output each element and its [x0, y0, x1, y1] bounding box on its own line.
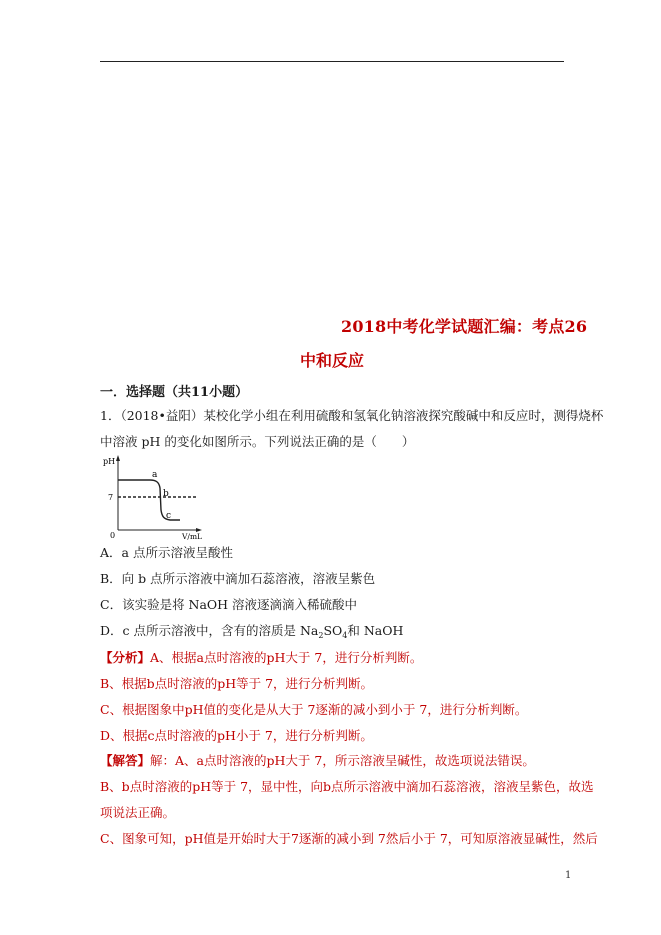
page-number: 1 [565, 870, 572, 881]
ph7-tick-label: 7 [108, 493, 114, 502]
answer-line-4: C、图象可知，pH值是开始时大于7逐渐的减小到 7然后小于 7，可知原溶液显碱性，然后 [100, 831, 598, 846]
option-c: C．该实验是将 NaOH 溶液逐滴滴入稀硫酸中 [100, 597, 358, 612]
option-a: A．a 点所示溶液呈酸性 [100, 545, 233, 560]
answer-text-1: 解：A、a点时溶液的pH大于 7，所示溶液呈碱性，故选项说法错误。 [150, 753, 535, 768]
document-subtitle: 中和反应 [300, 351, 365, 370]
option-b: B．向 b 点所示溶液中滴加石蕊溶液，溶液呈紫色 [100, 571, 376, 586]
analysis-line-2: B、根据b点时溶液的pH等于 7，进行分析判断。 [100, 676, 374, 691]
answer-line-1 [100, 753, 535, 769]
ph-curve-figure [100, 452, 205, 540]
question-stem-line-1: 1．（2018•益阳）某校化学小组在利用硫酸和氢氧化钠溶液探究酸碱中和反应时，测得烧杯 [100, 408, 604, 423]
analysis-line-3: C、根据图象中pH值的变化是从大于 7逐渐的减小到小于 7，进行分析判断。 [100, 702, 528, 717]
origin-label: 0 [110, 531, 116, 540]
answer-tag: 【解答】 [100, 753, 151, 768]
analysis-line-4: D、根据c点时溶液的pH小于 7，进行分析判断。 [100, 728, 373, 743]
option-d-subscript-4: 4 [342, 631, 348, 640]
y-axis-label: pH [103, 457, 116, 466]
question-stem-line-2: 中溶液 pH 的变化如图所示。下列说法正确的是（ ） [100, 434, 415, 449]
analysis-line-1 [100, 650, 422, 666]
answer-line-2: B、b点时溶液的pH等于 7，显中性，向b点所示溶液中滴加石蕊溶液，溶液呈紫色，故选 [100, 779, 594, 794]
x-axis-label: V/mL [182, 532, 203, 540]
option-d-prefix: D．c 点所示溶液中，含有的溶质是 Na [100, 623, 319, 638]
option-d-suffix: 和 NaOH [347, 623, 404, 638]
option-d [100, 623, 403, 644]
y-axis-arrow [116, 455, 120, 461]
section-heading: 一．选择题（共11小题） [100, 385, 249, 400]
answer-line-3: 项说法正确。 [100, 805, 176, 820]
option-d-formula: SO [323, 623, 343, 638]
analysis-tag: 【分析】 [100, 650, 151, 665]
analysis-text-1: A、根据a点时溶液的pH大于 7，进行分析判断。 [150, 650, 423, 665]
point-a-label: a [152, 470, 158, 480]
header-rule [100, 61, 564, 62]
point-b-label: b [163, 489, 169, 499]
document-title: 2018中考化学试题汇编：考点26 [341, 317, 588, 336]
option-d-subscript-2: 2 [318, 631, 324, 640]
point-c-label: c [166, 511, 172, 521]
